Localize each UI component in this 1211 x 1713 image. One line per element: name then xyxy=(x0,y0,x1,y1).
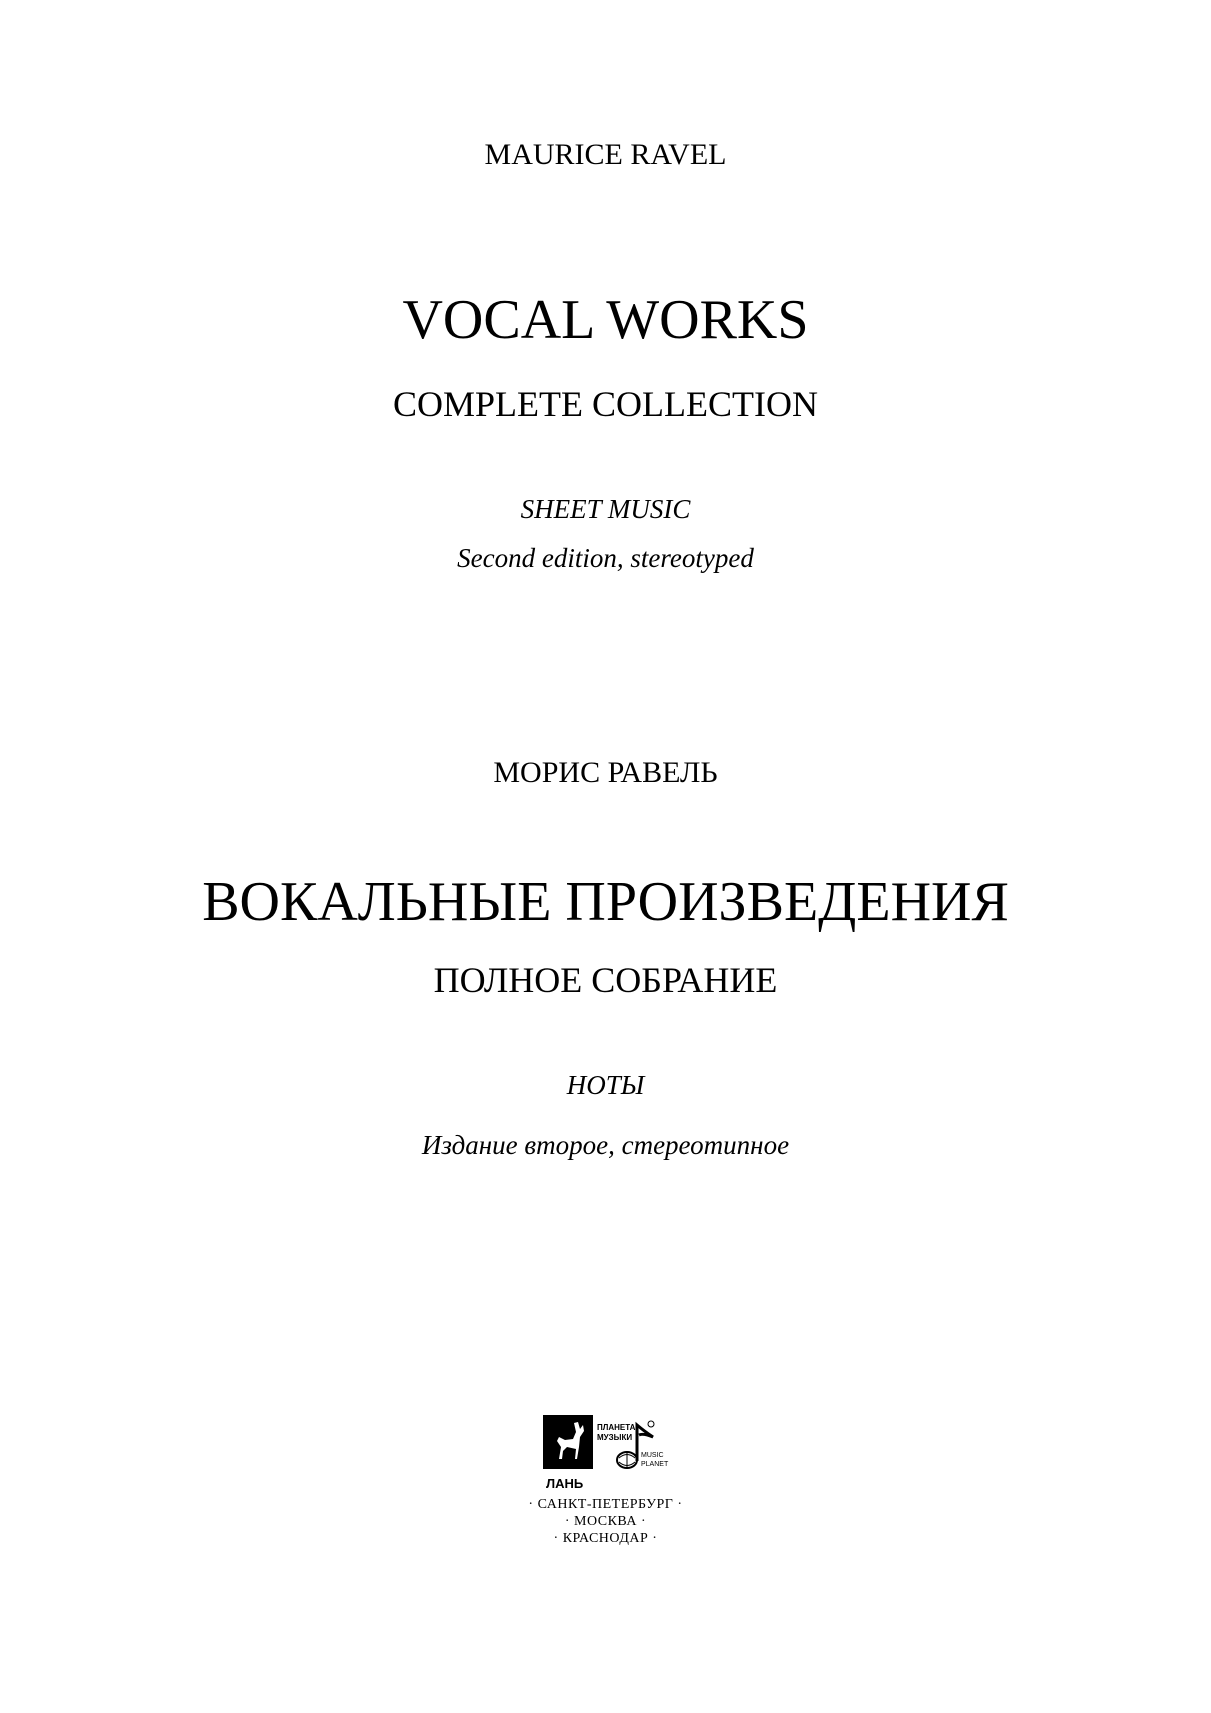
city-spb: · САНКТ-ПЕТЕРБУРГ · xyxy=(528,1497,683,1512)
edition-ru: Издание второе, стереотипное xyxy=(421,1130,790,1160)
author-ru: МОРИС РАВЕЛЬ xyxy=(493,756,718,789)
genre-en: SHEET MUSIC xyxy=(520,494,691,524)
city-krasnodar: · КРАСНОДАР · xyxy=(553,1531,658,1546)
subtitle-ru: ПОЛНОЕ СОБРАНИЕ xyxy=(433,960,778,1000)
music-logo-text: MUSIC xyxy=(641,1452,664,1459)
author-en: MAURICE RAVEL xyxy=(484,138,727,171)
subtitle-en: COMPLETE COLLECTION xyxy=(393,384,818,424)
doe-icon xyxy=(543,1415,593,1469)
genre-ru: НОТЫ xyxy=(566,1070,645,1100)
planet-logo-text-1: ПЛАНЕТА xyxy=(597,1423,636,1432)
publisher-logo xyxy=(543,1413,683,1493)
title-ru: ВОКАЛЬНЫЕ ПРОИЗВЕДЕНИЯ xyxy=(202,871,1009,933)
title-en: VOCAL WORKS xyxy=(402,289,809,351)
planet-en-logo-text: PLANET xyxy=(641,1461,669,1468)
city-moscow: · МОСКВА · xyxy=(564,1514,647,1529)
planet-logo-text-2: МУЗЫКИ xyxy=(597,1433,633,1442)
edition-en: Second edition, stereotyped xyxy=(457,543,754,573)
lan-logo-text: ЛАНЬ xyxy=(546,1476,584,1491)
